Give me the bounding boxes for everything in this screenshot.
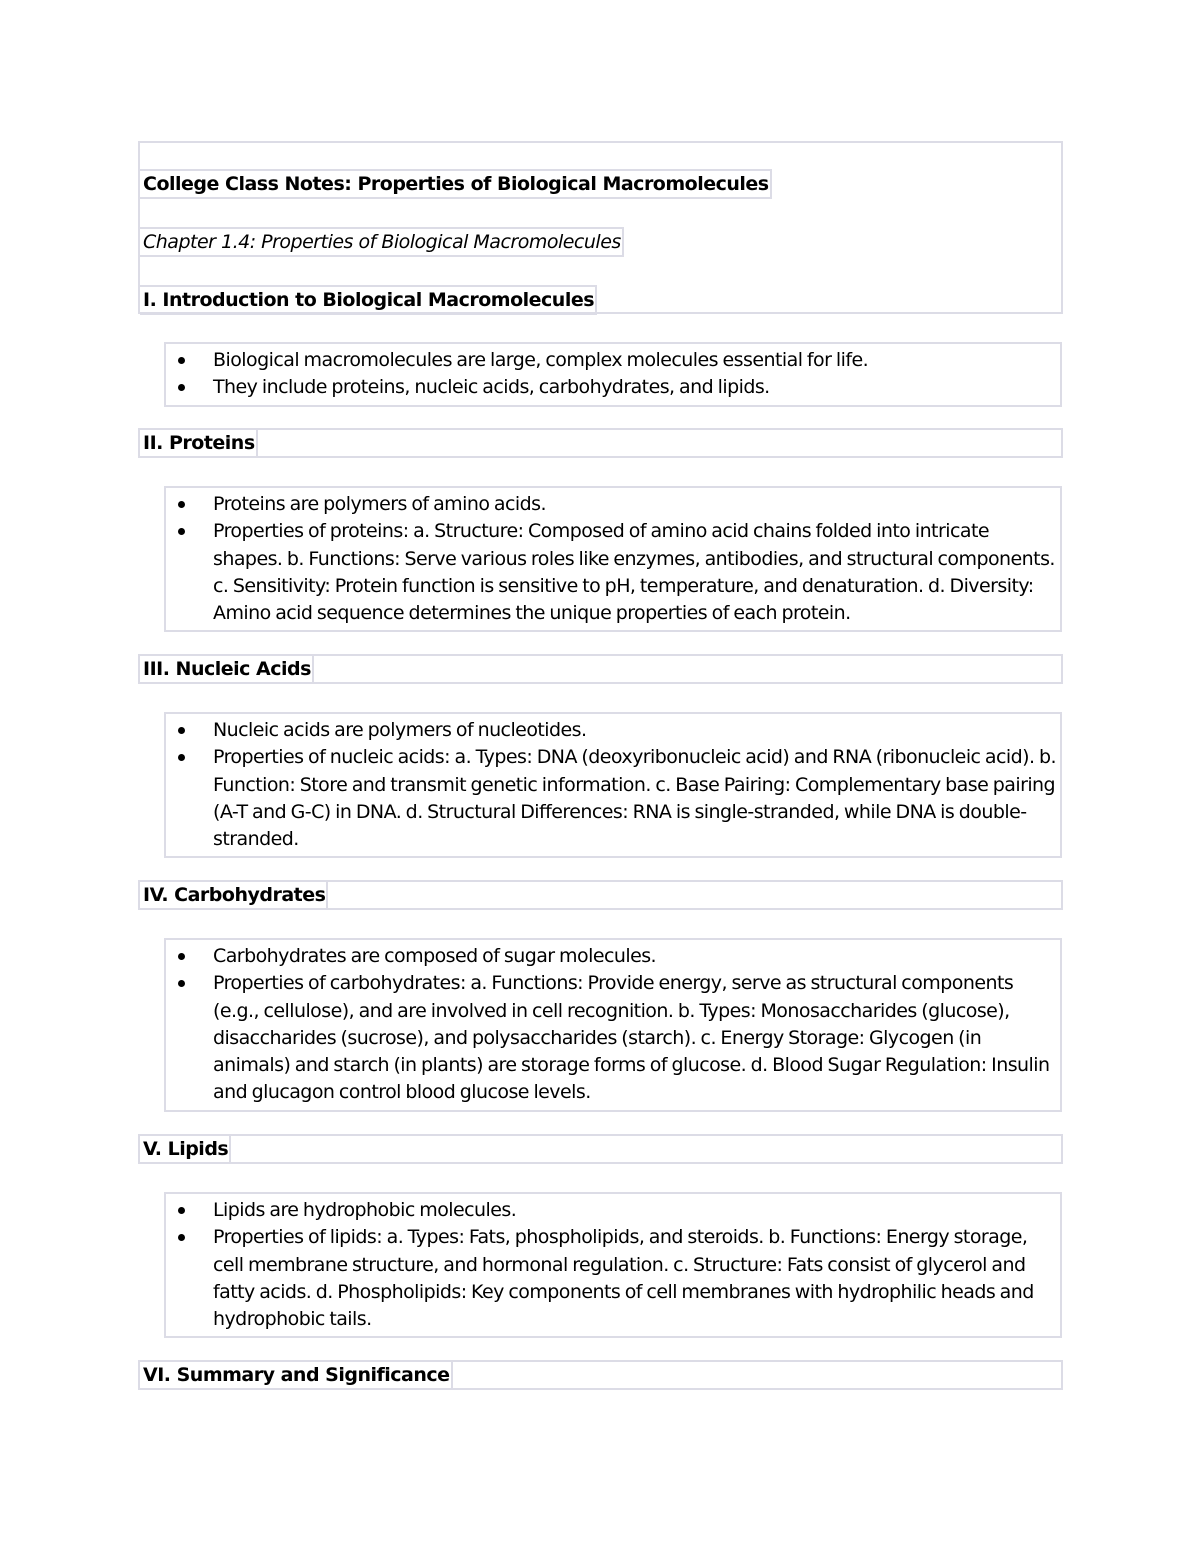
- list-item: They include proteins, nucleic acids, carbohydrates, and lipids.: [166, 374, 1060, 401]
- list-item: Biological macromolecules are large, complex molecules essential for life.: [166, 347, 1060, 374]
- list-item: Carbohydrates are composed of sugar molecules.: [166, 943, 1060, 970]
- section-heading-carbohydrates: IV. Carbohydrates: [140, 880, 328, 910]
- section-heading-frame-proteins: [138, 428, 1063, 458]
- list-item: Proteins are polymers of amino acids.: [166, 491, 1060, 518]
- list-item: Properties of lipids: a. Types: Fats, phospholipids, and steroids. b. Functions: Energy storage, cell membrane structure, and hormonal regulation. c. Structure: Fats consist of glycerol and fatty acids. d. Phospholipids: Key components of cell membranes with hydrophilic heads and hydrophobic tails.: [166, 1224, 1060, 1333]
- section-heading-summary: VI. Summary and Significance: [140, 1360, 453, 1390]
- list-item: Properties of carbohydrates: a. Functions: Provide energy, serve as structural components (e.g., cellulose), and are involved in cell recognition. b. Types: Monosaccharides (glucose), disaccharides (sucrose), and polysaccharides (starch). c. Energy Storage: Glycogen (in animals) and starch (in plants) are storage forms of glucose. d. Blood Sugar Regulation: Insulin and glucagon control blood glucose levels.: [166, 970, 1060, 1106]
- section-heading-introduction: I. Introduction to Biological Macromolecules: [140, 285, 597, 315]
- section-heading-frame-lipids: [138, 1134, 1063, 1164]
- section-heading-proteins: II. Proteins: [140, 428, 258, 458]
- section-heading-nucleic-acids: III. Nucleic Acids: [140, 654, 314, 684]
- bullet-list-introduction: [164, 342, 1062, 407]
- section-heading-lipids: V. Lipids: [140, 1134, 231, 1164]
- bullet-list-carbohydrates: [164, 938, 1062, 1112]
- list-item: Nucleic acids are polymers of nucleotides.: [166, 717, 1060, 744]
- bullet-list-proteins: [164, 486, 1062, 632]
- bullet-list-nucleic-acids: [164, 712, 1062, 858]
- list-item: Properties of proteins: a. Structure: Composed of amino acid chains folded into intricate shapes. b. Functions: Serve various roles like enzymes, antibodies, and structural components. c. Sensitivity: Protein function is sensitive to pH, temperature, and denaturation. d. Diversity: Amino acid sequence determines the unique properties of each protein.: [166, 518, 1060, 627]
- list-item: Lipids are hydrophobic molecules.: [166, 1197, 1060, 1224]
- document-title: College Class Notes: Properties of Biological Macromolecules: [140, 169, 772, 199]
- chapter-title: Chapter 1.4: Properties of Biological Macromolecules: [140, 227, 624, 257]
- bullet-list-lipids: [164, 1192, 1062, 1338]
- list-item: Properties of nucleic acids: a. Types: DNA (deoxyribonucleic acid) and RNA (ribonucleic acid). b. Function: Store and transmit genetic information. c. Base Pairing: Complementary base pairing (A-T and G-C) in DNA. d. Structural Differences: RNA is single-stranded, while DNA is double-stranded.: [166, 744, 1060, 853]
